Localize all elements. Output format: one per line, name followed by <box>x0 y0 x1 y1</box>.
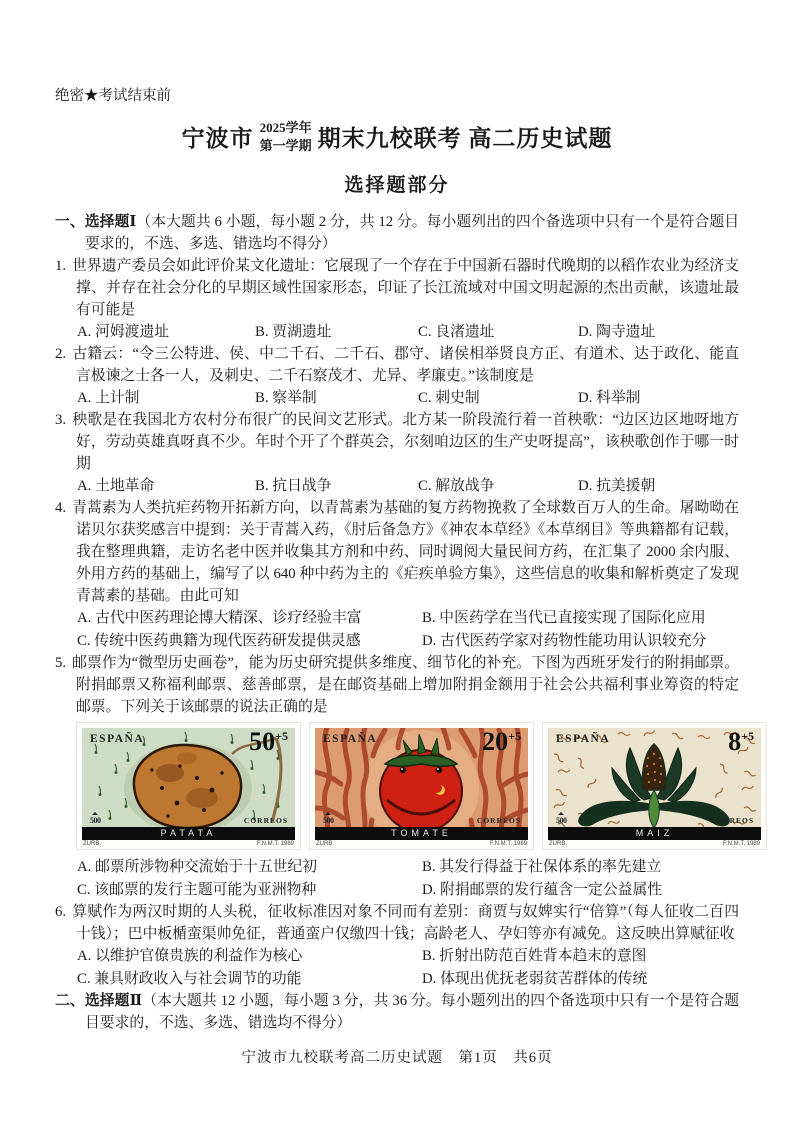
option-3-d: D. 抗美援朝 <box>578 478 656 495</box>
stamp-value: $50^{+5}$ <box>249 728 288 757</box>
option-2-b: B. 察举制 <box>255 390 317 407</box>
question-2-stem: 古籍云：“令三公特进、侯、中二千石、二千石、郡守、诸侯相举贤良方正、有道术、达于政化、能直言极谏之士各一人，及刺史、二千石察茂才、尤异、孝廉吏。”该制度是 <box>72 346 739 385</box>
question-3 <box>55 409 739 475</box>
question-2-options <box>55 387 739 409</box>
question-6-stem: 算赋作为两汉时期的人头税，征收标准因对象不同而有差别：商贾与奴婢实行“倍算”（每人征收二百四十钱）；巴中板楯蛮渠帅免征，普通蛮户仅缴四十钱；高龄老人、孕妇等亦有减免。这反映出算赋征收 <box>72 904 739 943</box>
stamp-tomate-image <box>315 728 528 840</box>
stamp-country-label: ESPAÑA <box>323 733 378 746</box>
option-6-c: C. 兼具财政收入与社会调节的功能 <box>77 970 302 987</box>
option-2-a: A. 上计制 <box>77 390 140 407</box>
stamp-caption <box>548 840 761 849</box>
stamp-caption <box>315 840 528 849</box>
question-5-stem: 邮票作为“微型历史画卷”，能为历史研究提供多维度、细节化的补充。下图为西班牙发行的附捐邮票。附捐邮票又称福利邮票、慈善邮票，是在邮资基础上增加附捐金额用于社会公共福利事业筹资的特定邮票。下列关于该邮票的说法正确的是 <box>72 655 739 716</box>
stamp-name-banner: PATATA <box>82 827 295 840</box>
question-1-options <box>55 321 739 343</box>
option-4-d: D. 古代医药学家对药物性能功用认识较充分 <box>422 632 707 649</box>
correos-label: CORREOS <box>243 816 288 826</box>
option-1-b: B. 贾湖遗址 <box>255 324 332 341</box>
stamp-country-label: ESPAÑA <box>90 733 145 746</box>
stamp-patata-image <box>82 728 295 840</box>
question-5-options <box>55 856 739 901</box>
stamp-maiz-image <box>548 728 761 840</box>
option-1-a: A. 河姆渡遗址 <box>77 324 170 341</box>
title-term-semester: 第一学期 <box>259 137 312 153</box>
title-term-stack <box>258 119 314 154</box>
stamp-designer: ZURB. <box>83 841 101 848</box>
question-4 <box>55 497 739 607</box>
option-5-d: D. 附捐邮票的发行蕴含一定公益属性 <box>422 881 663 898</box>
section2-label: 二、选择题Ⅱ <box>55 993 143 1010</box>
option-4-b: B. 中医药学在当代已直接实现了国际化应用 <box>422 610 706 627</box>
option-3-b: B. 抗日战争 <box>255 478 332 495</box>
option-4-a: A. 古代中医药理论博大精深、诊疗经验丰富 <box>77 610 362 627</box>
stamp-printer: F.N.M.T. 1989 <box>722 841 760 848</box>
question-1 <box>55 255 739 321</box>
stamp-printer: F.N.M.T. 1989 <box>256 841 294 848</box>
stamps-figure <box>77 723 760 849</box>
part-header: 选择题部分 <box>344 175 450 197</box>
option-5-a: A. 邮票所涉物种交流始于十五世纪初 <box>77 859 318 876</box>
question-4-stem: 青蒿素为人类抗疟药物开拓新方向，以青蒿素为基础的复方药物挽救了全球数百万人的生命。屠呦呦在诺贝尔获奖感言中提到：关于青蒿入药，《肘后备急方》《神农本草经》《本草纲目》等典籍都有记载，我在整理典籍，走访名老中医并收集其方剂和中药、同时调阅大量民间方药，在汇集了 2000 余内服、外用方药的基础上，编写了以 640 种中药为主的《疟疾单验方集》，这些信息的收集和解析奠定了发现青蒿素的基础。由此可知 <box>72 500 739 605</box>
option-6-d: D. 体现出优抚老弱贫苦群体的传统 <box>422 970 648 987</box>
question-6-options <box>55 945 739 990</box>
title-term-year: 2025学年 <box>259 120 312 135</box>
stamp-name-banner: MAIZ <box>548 827 761 840</box>
stamp-name-banner: TOMATE <box>315 827 528 840</box>
question-3-stem: 秧歌是在我国北方农村分布很广的民间文艺形式。北方某一阶段流行着一首秧歌：“边区边区地呀地方好，劳动英雄真呀真不少。年时个开了个群英会，尔刻咱边区的生产史呀提高”，该秧歌创作于哪一时期 <box>72 412 739 473</box>
section1-label: 一、选择题Ⅰ <box>55 214 137 231</box>
question-1-stem: 世界遗产委员会如此评价某文化遗址：它展现了一个存在于中国新石器时代晚期的以稻作农业为经济支撑、并存在社会分化的早期区域性国家形态，印证了长江流域对中国文明起源的杰出贡献，该遗址最有可能是 <box>72 258 739 319</box>
stamp-designer: ZURB. <box>549 841 567 848</box>
option-2-c: C. 刺史制 <box>418 390 480 407</box>
question-3-options <box>55 475 739 497</box>
question-6-number: 6. <box>55 904 67 921</box>
question-5-number: 5. <box>55 655 67 672</box>
title-city: 宁波市 <box>181 126 254 152</box>
stamp-printer: F.N.M.T. 1989 <box>489 841 527 848</box>
option-2-d: D. 科举制 <box>578 390 641 407</box>
question-2-number: 2. <box>55 346 67 363</box>
quincentennial-emblem: 500 <box>323 812 334 825</box>
question-5 <box>55 652 739 718</box>
security-marking: 绝密★考试结束前 <box>55 88 171 104</box>
option-4-c: C. 传统中医药典籍为现代医药研发提供灵感 <box>77 632 361 649</box>
correos-label: CORREOS <box>476 816 521 826</box>
exam-title <box>55 119 739 154</box>
section2-intro <box>55 990 739 1034</box>
stamp-value: $8^{+5}$ <box>728 728 754 757</box>
option-6-a: A. 以维护官僚贵族的利益作为核心 <box>77 948 303 965</box>
option-3-a: A. 土地革命 <box>77 478 155 495</box>
question-1-number: 1. <box>55 258 67 275</box>
option-1-d: D. 陶寺遗址 <box>578 324 656 341</box>
correos-label: CORREOS <box>709 816 754 826</box>
question-2 <box>55 343 739 387</box>
option-5-c: C. 该邮票的发行主题可能为亚洲物种 <box>77 881 317 898</box>
section1-intro-text: （本大题共 6 小题，每小题 2 分，共 12 分。每小题列出的四个备选项中只有一个是符合题目要求的，不选、多选、错选均不得分） <box>85 214 739 253</box>
stamp-value: $20^{+5}$ <box>482 728 521 757</box>
question-4-number: 4. <box>55 500 67 517</box>
page-footer: 宁波市九校联考高二历史试题 第1页 共6页 <box>241 1050 553 1066</box>
stamp-tomate <box>310 723 533 849</box>
question-3-number: 3. <box>55 412 67 429</box>
stamp-country-label: ESPAÑA <box>556 733 611 746</box>
stamp-patata <box>77 723 300 849</box>
option-1-c: C. 良渚遗址 <box>418 324 495 341</box>
stamp-maiz <box>543 723 766 849</box>
question-4-options <box>55 607 739 652</box>
option-6-b: B. 折射出防范百姓背本趋末的意图 <box>422 948 647 965</box>
option-5-b: B. 其发行得益于社保体系的率先建立 <box>422 859 662 876</box>
section2-intro-text: （本大题共 12 小题，每小题 3 分，共 36 分。每小题列出的四个备选项中只有一个是符合题目要求的，不选、多选、错选均不得分） <box>85 993 739 1032</box>
title-exam-name: 期末九校联考 高二历史试题 <box>317 126 613 152</box>
option-3-c: C. 解放战争 <box>418 478 495 495</box>
stamp-designer: ZURB. <box>316 841 334 848</box>
quincentennial-emblem: 500 <box>90 812 101 825</box>
section1-intro <box>55 211 739 255</box>
question-6 <box>55 901 739 945</box>
quincentennial-emblem: 500 <box>556 812 567 825</box>
stamp-caption <box>82 840 295 849</box>
